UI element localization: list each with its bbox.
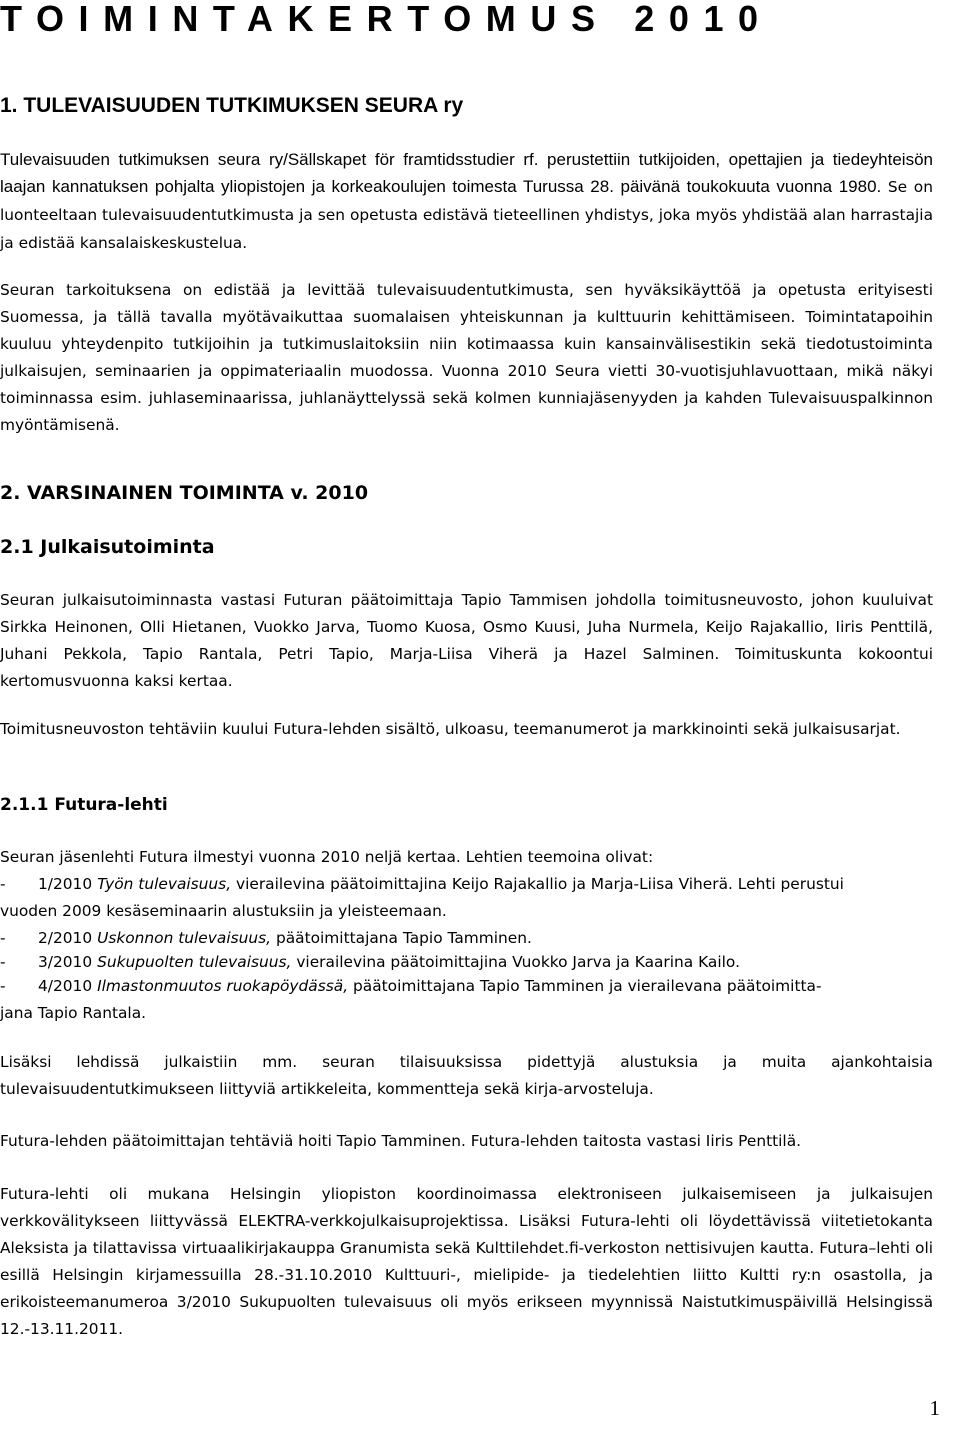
issue-number: 1/2010	[38, 875, 93, 893]
subsection-2-1-paragraph-2: Toimitusneuvoston tehtäviin kuului Futura-lehden sisältö, ulkoasu, teemanumerot ja markkinointi sekä julkaisusarjat.	[0, 720, 901, 738]
futura-intro: Seuran jäsenlehti Futura ilmestyi vuonna 2010 neljä kertaa. Lehtien teemoina olivat:	[0, 848, 654, 866]
issue-description: vierailevina päätoimittajina Vuokko Jarva ja Kaarina Kailo.	[296, 953, 740, 971]
document-title: TOIMINTAKERTOMUS 2010	[0, 0, 773, 39]
subsection-2-1-paragraph-1: Seuran julkaisutoiminnasta vastasi Futuran päätoimittaja Tapio Tammisen johdolla toimitusneuvosto, johon kuuluivat Sirkka Heinonen, Olli Hietanen, Vuokko Jarva, Tuomo Kuosa, Osmo Kuusi, Juha Nurmela, Keijo Rajakallio, Iiris Penttilä, Juhani Pekkola, Tapio Rantala, Petri Tapio, Marja-Liisa Viherä ja Hazel Salminen. Toimituskunta kokoontui kertomusvuonna kaksi kertaa.	[0, 591, 933, 690]
issue-theme: Työn tulevaisuus,	[97, 875, 232, 893]
futura-issue-item	[0, 925, 532, 952]
issue-number: 2/2010	[38, 929, 93, 947]
section-1-paragraph-1	[0, 146, 933, 257]
page-number: 1	[929, 1396, 940, 1420]
futura-issue-item-continuation: jana Tapio Rantala.	[0, 1004, 147, 1022]
section-2-heading: 2. VARSINAINEN TOIMINTA v. 2010	[0, 482, 369, 504]
issue-description: päätoimittajana Tapio Tamminen.	[275, 929, 532, 947]
futura-issue-item-continuation: vuoden 2009 kesäseminaarin alustuksiin ja yleisteemaan.	[0, 902, 447, 920]
subsection-2-1-1-heading: 2.1.1 Futura-lehti	[0, 795, 168, 815]
futura-editor-paragraph: Futura-lehden päätoimittajan tehtäviä hoiti Tapio Tamminen. Futura-lehden taitosta vastasi Iiris Penttilä.	[0, 1132, 802, 1150]
section-1-paragraph-2: Seuran tarkoituksena on edistää ja levittää tulevaisuudentutkimusta, sen hyväksikäyttöä ja opetusta erityisesti Suomessa, ja tällä tavalla myötävaikuttaa suomalaisen yhteiskunnan ja kulttuurin kehittämiseen. Toimintatapoihin kuuluu yhteydenpito tutkijoihin ja tutkimuslaitoksiin niin kotimaassa kuin kansainvälisestikin sekä tiedotustoiminta julkaisujen, seminaarien ja oppimateriaalin muodossa. Vuonna 2010 Seura vietti 30-vuotisjuhlavuottaan, mikä näkyi toiminnassa esim. juhlaseminaarissa, juhlanäyttelyssä sekä kolmen kunniajäsenyyden ja kahden Tulevaisuuspalkinnon myöntämisenä.	[0, 281, 933, 434]
futura-issue-item	[0, 871, 844, 898]
futura-extra-paragraph: Lisäksi lehdissä julkaistiin mm. seuran tilaisuuksissa pidettyjä alustuksia ja muita ajankohtaisia tulevaisuudentutkimukseen liittyviä artikkeleita, kommentteja sekä kirja-arvosteluja.	[0, 1053, 933, 1098]
issue-theme: Sukupuolten tulevaisuus,	[97, 953, 292, 971]
section-1-paragraph-1-part-1: Tulevaisuuden tutkimuksen seura ry/Sällskapet för framtidsstudier rf. perustettiin tutkijoiden, opettajien ja tiedeyhteisön laajan kannatuksen pohjalta yliopistojen ja korkeakoulujen toimesta Turussa 28. päivänä toukokuuta vuonna 1980.	[0, 150, 933, 196]
list-dash: -	[0, 953, 6, 971]
section-1-paragraph-1-part-2: Se on luonteeltaan tulevaisuudentutkimusta ja sen opetusta edistävä tieteellinen yhdistys, joka myös yhdistää alan harrastajia ja edistää kansalaiskeskustelua.	[0, 178, 933, 252]
issue-number: 3/2010	[38, 953, 93, 971]
list-dash: -	[0, 875, 6, 893]
issue-number: 4/2010	[38, 977, 93, 995]
futura-distribution-paragraph: Futura-lehti oli mukana Helsingin yliopiston koordinoimassa elektroniseen julkaisemiseen ja julkaisujen verkkovälitykseen liittyvässä ELEKTRA-verkkojulkaisuprojektissa. Lisäksi Futura-lehti oli löydettävissä viitetietokanta Aleksista ja tilattavissa virtuaalikirjakauppa Granumista sekä Kulttilehdet.fi-verkoston nettisivujen kautta. Futura–lehti oli esillä Helsingin kirjamessuilla 28.-31.10.2010 Kulttuuri-, mielipide- ja tiedelehtien liitto Kultti ry:n osastolla, ja erikoisteemanumeroa 3/2010 Sukupuolten tulevaisuus oli myös erikseen myynnissä Naistutkimuspäivillä Helsingissä 12.-13.11.2011.	[0, 1185, 933, 1338]
issue-description: päätoimittajana Tapio Tamminen ja vierailevana päätoimitta-	[353, 977, 822, 995]
issue-theme: Ilmastonmuutos ruokapöydässä,	[97, 977, 349, 995]
futura-issue-item	[0, 973, 822, 1000]
issue-description: vierailevina päätoimittajina Keijo Rajakallio ja Marja-Liisa Viherä. Lehti perustui	[236, 875, 844, 893]
issue-theme: Uskonnon tulevaisuus,	[97, 929, 272, 947]
list-dash: -	[0, 929, 6, 947]
section-1-heading: 1. TULEVAISUUDEN TUTKIMUKSEN SEURA ry	[0, 94, 464, 117]
list-dash: -	[0, 977, 6, 995]
subsection-2-1-heading: 2.1 Julkaisutoiminta	[0, 536, 215, 558]
futura-issue-item	[0, 949, 740, 976]
